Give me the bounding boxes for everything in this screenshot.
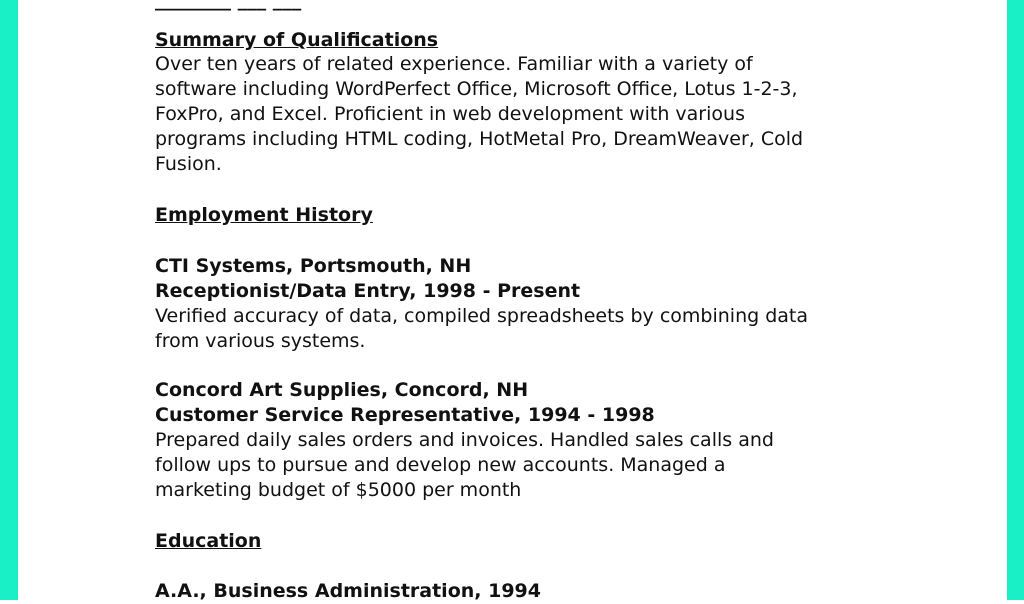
job-1-description: Verified accuracy of data, compiled spreadsheets by combining data from various systems.: [155, 305, 809, 352]
education-heading: Education: [155, 530, 262, 552]
clipped-header-text: ________ ___ ___: [155, 0, 302, 11]
job-2-company: Concord Art Supplies, Concord, NH: [155, 379, 529, 401]
left-border: [0, 0, 18, 600]
resume-page: [155, 0, 935, 600]
summary-text: Over ten years of related experience. Familiar with a variety of software including WordPerfect Office, Microsoft Office, Lotus 1-2-3, FoxPro, and Excel. Proficient in web development with various programs including HTML coding, HotMetal Pro, DreamWeaver, Cold Fusion.: [155, 53, 804, 175]
job-1-company: CTI Systems, Portsmouth, NH: [155, 255, 472, 277]
job-2-description: Prepared daily sales orders and invoices. Handled sales calls and follow ups to pursue and develop new accounts. Managed a marketing budget of $5000 per month: [155, 429, 774, 501]
education-degree: A.A., Business Administration, 1994: [155, 580, 541, 602]
summary-heading: Summary of Qualifications: [155, 29, 439, 51]
right-border: [1007, 0, 1024, 600]
job-2-title: Customer Service Representative, 1994 - 1998: [155, 404, 655, 426]
employment-heading: Employment History: [155, 204, 373, 226]
job-1-title: Receptionist/Data Entry, 1998 - Present: [155, 280, 581, 302]
